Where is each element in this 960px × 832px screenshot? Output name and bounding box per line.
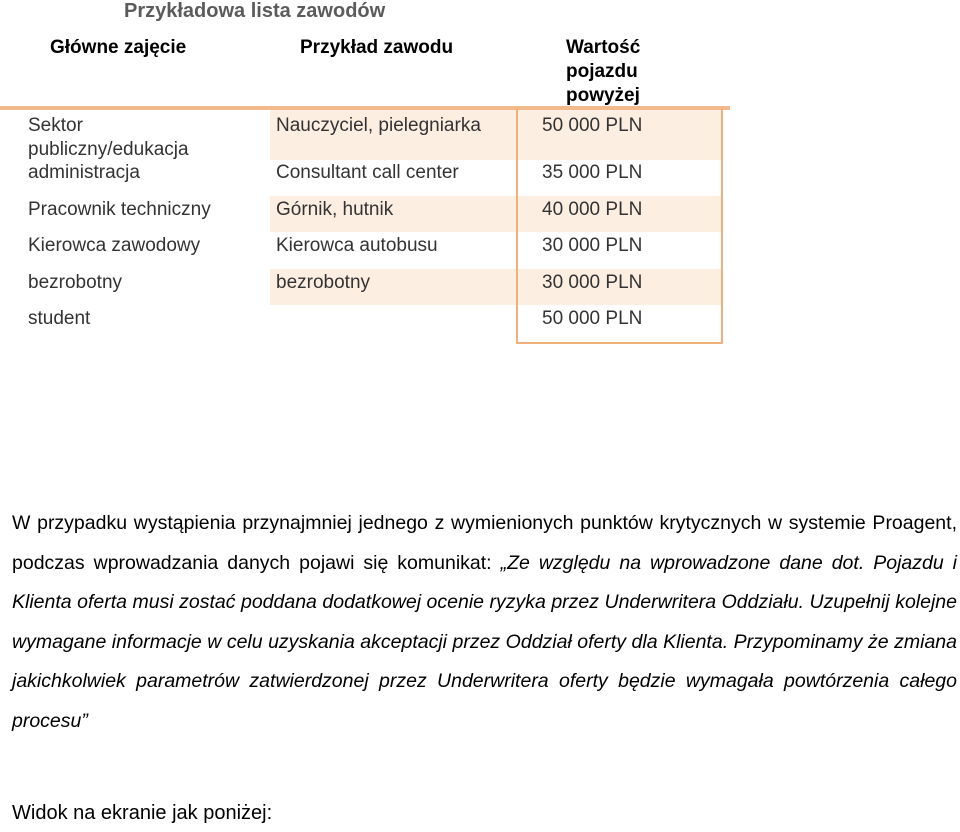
- table-cell-value: 30 000 PLN: [542, 272, 643, 293]
- table-cell-value: 50 000 PLN: [542, 115, 643, 136]
- table-cell-example: Górnik, hutnik: [276, 199, 394, 220]
- table-cell-example: Nauczyciel, pielegniarka: [276, 115, 481, 136]
- system-message-quote: „Ze względu na wprowadzone dane dot. Pojazdu i Klienta oferta musi zostać poddana dodatkowej ocenie ryzyka przez Underwritera Oddziału. Uzupełnij kolejne wymagane informacje w celu uzyskania akceptacji przez Oddział oferty dla Klienta. Przypominamy że zmiana jakichkolwiek parametrów zatwierdzonej przez Underwritera oferty będzie wymagała powtórzenia całego procesu”: [12, 551, 958, 732]
- column-header-main-occupation: Główne zajęcie: [50, 37, 187, 58]
- table-cell-example: bezrobotny: [276, 272, 371, 293]
- table-cell-value: 40 000 PLN: [542, 199, 643, 220]
- table-cell-main: student: [28, 308, 91, 329]
- table-cell-main: Kierowca zawodowy: [28, 235, 201, 256]
- table-cell-value: 30 000 PLN: [542, 235, 643, 256]
- table-cell-main: bezrobotny: [28, 272, 123, 293]
- column-header-vehicle-value: Wartość pojazdu powyżej: [566, 37, 641, 106]
- table-cell-main: administracja: [28, 162, 140, 183]
- table-cell-example: Kierowca autobusu: [276, 235, 438, 256]
- info-paragraph: [12, 504, 957, 742]
- table-cell-main: Sektor publiczny/edukacja: [28, 115, 189, 160]
- table-cell-value: 50 000 PLN: [542, 308, 643, 329]
- screen-view-caption: Widok na ekranie jak poniżej:: [12, 802, 273, 824]
- table-cell-main: Pracownik techniczny: [28, 199, 211, 220]
- table-cell-value: 35 000 PLN: [542, 162, 643, 183]
- column-header-example-occupation: Przykład zawodu: [300, 37, 454, 58]
- table-cell-example: Consultant call center: [276, 162, 459, 183]
- page-title: Przykładowa lista zawodów: [124, 0, 386, 22]
- paragraph-text: W przypadku wystąpienia przynajmniej jednego z wymienionych punktów krytycznych w systemie Proagent, podczas wprowadzania danych pojawi się komunikat:: [12, 512, 957, 574]
